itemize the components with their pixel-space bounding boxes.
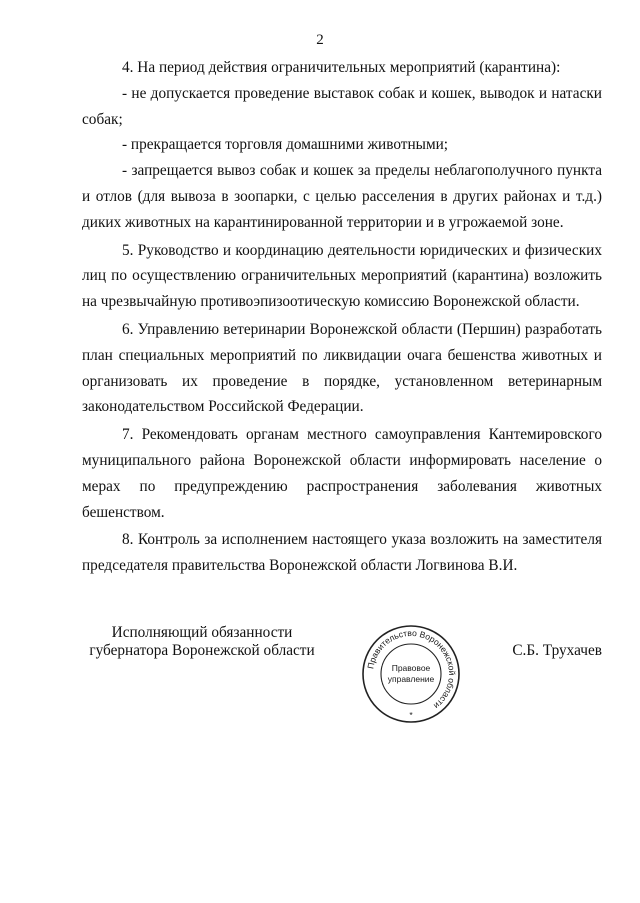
paragraph-4-line-5: - запрещается вывоз собак и кошек за пределы неблагополучного пункта	[122, 162, 602, 180]
paragraph-7-line-4: бешенством.	[82, 503, 165, 521]
stamp-ring-text: Правительство Воронежской области	[365, 627, 458, 712]
paragraph-8-line-1: 8. Контроль за исполнением настоящего указа возложить на заместителя	[122, 531, 602, 549]
document-body	[82, 55, 602, 579]
paragraph-4-line-2: - не допускается проведение выставок собак и кошек, выводок и натаски	[122, 84, 602, 102]
signatory-name: С.Б. Трухачев	[512, 642, 602, 659]
paragraph-6-line-2: план специальных мероприятий по ликвидации очага бешенства животных и	[82, 346, 602, 364]
paragraph-8-line-2: председателя правительства Воронежской области Логвинова В.И.	[82, 557, 518, 575]
paragraph-4-line-1: 4. На период действия ограничительных мероприятий (карантина):	[122, 59, 561, 76]
signature-block	[0, 622, 640, 732]
paragraph-5-line-3: на чрезвычайную противоэпизоотическую комиссию Воронежской области.	[82, 293, 580, 311]
paragraph-6-line-4: законодательством Российской Федерации.	[82, 398, 364, 416]
paragraph-4-line-6: и отлов (для вывоза в зоопарки, с целью расселения в других районах и т.д.)	[82, 187, 602, 205]
paragraph-5-line-2: лиц по осуществлению ограничительных мероприятий (карантина) возложить	[82, 267, 602, 285]
official-stamp	[359, 622, 463, 726]
stamp-star: *	[409, 710, 413, 720]
paragraph-6-line-3: организовать их проведение в порядке, установленном ветеринарным	[82, 372, 602, 390]
page-number: 2	[316, 32, 324, 48]
paragraph-6-line-1: 6. Управлению ветеринарии Воронежской области (Першин) разработать	[122, 320, 602, 338]
stamp-center-line-1: Правовое	[391, 663, 431, 673]
stamp-center-line-2: управление	[387, 674, 435, 684]
signatory-title-line-2: губернатора Воронежской области	[89, 642, 315, 659]
paragraph-4-line-3: собак;	[82, 110, 123, 128]
paragraph-7-line-1: 7. Рекомендовать органам местного самоуправления Кантемировского	[122, 426, 602, 444]
paragraph-7-line-3: мерах по предупреждению распространения заболевания животных	[82, 477, 602, 495]
signatory-title-line-1: Исполняющий обязанности	[111, 624, 293, 641]
paragraph-5-line-1: 5. Руководство и координацию деятельности юридических и физических	[122, 241, 602, 259]
paragraph-4-line-7: диких животных на карантинированной территории и в угрожаемой зоне.	[82, 213, 564, 231]
paragraph-7-line-2: муниципального района Воронежской области информировать население о	[82, 451, 602, 469]
signatory-title	[82, 624, 322, 660]
paragraph-4-line-4: - прекращается торговля домашними животными;	[122, 136, 449, 154]
